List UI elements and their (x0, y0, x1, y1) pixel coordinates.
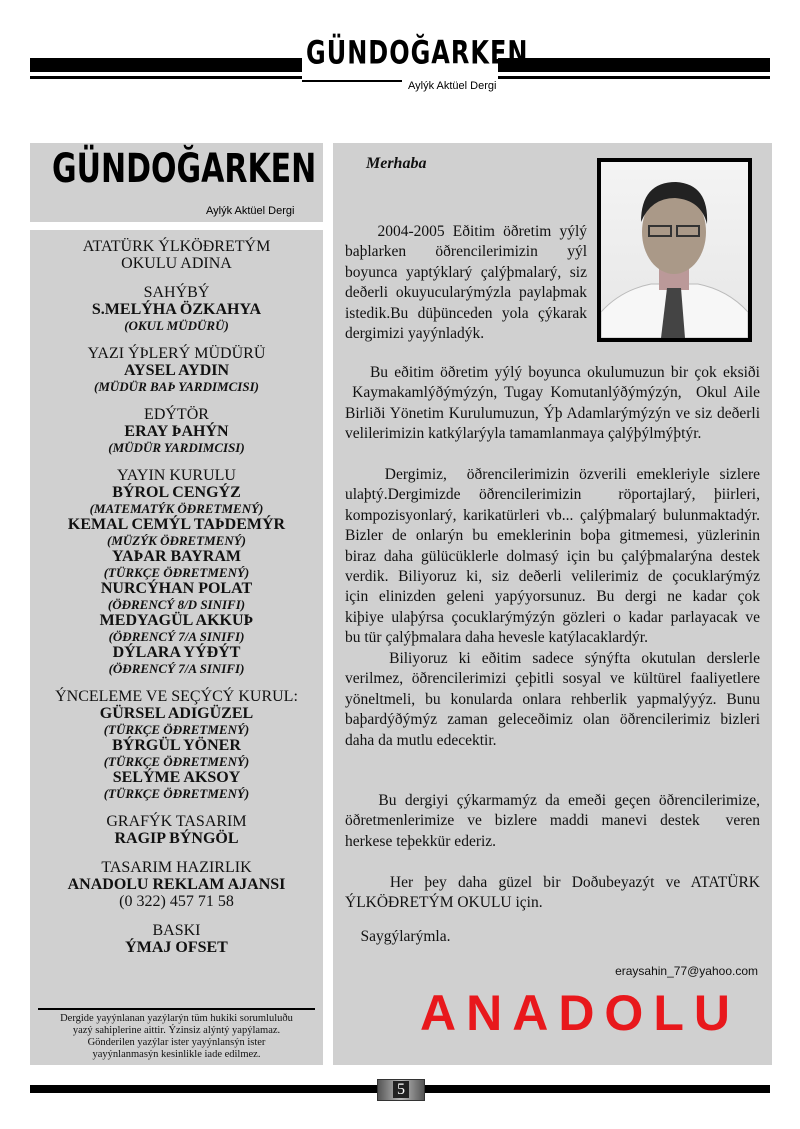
text-line: Bizler de onlarýn bu emeklerinin boþa gitmemesi, yüzlerinin (345, 527, 760, 545)
credit-role: (0 322) 457 71 58 (119, 893, 234, 910)
header-bar-right (498, 58, 770, 72)
text-line: bu tür çalýþmalara daha hevesle katýlacaklardýr. (345, 629, 648, 647)
page-number-badge (377, 1079, 425, 1101)
credit-name: S.MELÝHA ÖZKAHYA (91, 301, 262, 318)
credit-title: (TÜRKÇE ÖÐRETMENÝ) (103, 754, 250, 769)
credit-name: YAÞAR BAYRAM (111, 548, 242, 565)
footer-bar-right (422, 1085, 770, 1093)
disclaimer-line: yazý sahiplerine aittir. Ýzinsiz alýntý yapýlamaz. (72, 1025, 281, 1036)
text-line: yöneltmeli, bu konularda onlara rehberlik yapmalýyýz. Bunu (345, 690, 760, 708)
credit-title: (ÖÐRENCÝ 8/D SINIFI) (107, 597, 246, 612)
text-line: Her þey daha güzel bir Doðubeyazýt ve ATATÜRK (345, 874, 760, 891)
disclaimer-line: yayýnlanmasýn kesinlikle iade edilmez. (92, 1049, 261, 1060)
credit-title: (ÖÐRENCÝ 7/A SINIFI) (108, 629, 245, 644)
text-line: kompozisyonlarý, karikatürleri vb... çalýþmalarý bulunmaktadýr. (345, 506, 760, 524)
letter-paragraph (345, 465, 760, 649)
text-line: Biliyoruz ki eðitim sadece sýnýfta okutulan derslerle (345, 650, 760, 667)
header-logo: GÜNDOĞARKEN (306, 34, 529, 72)
left-logo-panel (30, 143, 323, 222)
credit-group (30, 859, 323, 910)
credit-name: SELÝME AKSOY (112, 769, 241, 786)
letter-paragraph (345, 363, 760, 445)
credits-panel (30, 230, 323, 1065)
credit-group (30, 467, 323, 676)
footer-bar-left (30, 1085, 378, 1093)
credit-role: GRAFÝK TASARIM (106, 813, 247, 830)
credit-role: YAYIN KURULU (117, 467, 236, 484)
header-rule-left (30, 76, 302, 79)
watermark: ANADOLU (420, 985, 740, 1041)
text-line: için elinizden geleni yapýyorsunuz. Bu dergi ne kadar çok (345, 588, 760, 606)
text-line: deðerli okuyucularýmýzla paylaþmak (345, 284, 587, 302)
credit-group (30, 688, 323, 801)
header-rule-right (498, 76, 770, 79)
text-line: istedik.Bu düþünceden yola çýkarak (345, 304, 587, 322)
credit-role: ÝNCELEME VE SEÇÝCÝ KURUL: (55, 688, 298, 705)
letter-paragraph (345, 791, 760, 852)
credit-role: SAHÝBÝ (143, 284, 210, 301)
credit-name: GÜRSEL ADIGÜZEL (99, 705, 254, 722)
credit-name: KEMAL CEMÝL TAÞDEMÝR (67, 516, 286, 533)
credit-title: (TÜRKÇE ÖÐRETMENÝ) (103, 722, 250, 737)
credit-name: ERAY ÞAHÝN (124, 423, 229, 440)
letter-paragraph (345, 927, 760, 947)
header-underline (302, 80, 402, 82)
text-line: verdik. Biliyoruz ki, siz deðerli velilerimiz de çocuklarýmýz (345, 567, 760, 585)
credit-name: BÝRGÜL YÖNER (112, 737, 241, 754)
text-line: öðretmenlerimize ve bizlere maddi manevi destek veren (345, 812, 760, 830)
text-line: baþardýðýmýz zaman geleceðimiz olan öðrencilerimiz bizleri (345, 711, 760, 729)
page-number: 5 (393, 1081, 409, 1098)
left-logo-subtitle: Aylýk Aktüel Dergi (206, 205, 295, 217)
text-line: Kaymakamlýðýmýzýn, Tugay Komutanlýðýmýzýn, Okul Aile (345, 384, 760, 402)
text-line: Bu dergiyi çýkarmamýz da emeði geçen öðrencilerimize, (345, 792, 760, 809)
person-portrait-icon (601, 162, 748, 338)
text-line: boyunca yaptýklarý çalýþmalarý, siz (345, 263, 587, 281)
credit-name: AYSEL AYDIN (123, 362, 230, 379)
credit-title: (MÜDÜR YARDIMCISI) (108, 440, 245, 455)
text-line: verilmez, öðrencilerimizi çeþitli sosyal ve kültürel faaliyetlere (345, 670, 760, 688)
author-email: eraysahin_77@yahoo.com (615, 964, 758, 978)
disclaimer-line: Gönderilen yazýlar ister yayýnlansýn ister (87, 1037, 266, 1048)
letter-paragraph (345, 222, 587, 344)
credit-title: (MÜZÝK ÖÐRETMENÝ) (106, 533, 247, 548)
letter-panel (333, 143, 772, 1065)
text-line: ÝLKÖÐRETÝM OKULU için. (345, 894, 543, 912)
disclaimer-line: Dergide yayýnlanan yazýlarýn tüm hukiki sorumluluðu (60, 1013, 293, 1024)
credit-title: (TÜRKÇE ÖÐRETMENÝ) (103, 565, 250, 580)
text-line: Birliði Yönetim Kurulumuzun, Ýþ Adamlarýmýzýn ve siz deðerli (345, 404, 760, 422)
text-line: ulaþtý.Dergimizde öðrencilerimizin röportajlarý, þiirleri, (345, 486, 760, 504)
text-line: baþlarken öðrencilerimizin yýl (345, 243, 587, 261)
credit-name: ÝMAJ OFSET (125, 939, 228, 956)
text-line: Bu eðitim öðretim yýlý boyunca okulumuzun bir çok eksiði (345, 364, 760, 381)
header-bar-left (30, 58, 302, 72)
credit-group (30, 813, 323, 847)
letter-paragraph (345, 873, 760, 914)
credit-name: BÝROL CENGÝZ (112, 484, 241, 501)
text-line: Saygýlarýmla. (345, 928, 451, 945)
header-subtitle: Aylýk Aktüel Dergi (408, 80, 497, 92)
credit-role: ATATÜRK ÝLKÖÐRETÝM (82, 238, 271, 255)
credit-name: ANADOLU REKLAM AJANSI (67, 876, 286, 893)
credit-title: (MÜDÜR BAÞ YARDIMCISI) (94, 379, 259, 394)
credit-name: NURCÝHAN POLAT (100, 580, 253, 597)
credit-role: BASKI (152, 922, 201, 939)
credit-group (30, 238, 323, 272)
credit-name: DÝLARA YÝÐÝT (112, 644, 241, 661)
credit-group (30, 284, 323, 333)
credit-group (30, 406, 323, 455)
text-line: Dergimiz, öðrencilerimizin özverili emekleriyle sizlere (345, 466, 760, 483)
credit-role: OKULU ADINA (121, 255, 232, 272)
credit-role: YAZI ÝÞLERÝ MÜDÜRÜ (87, 345, 266, 362)
credit-role: TASARIM HAZIRLIK (101, 859, 252, 876)
credit-role: EDÝTÖR (144, 406, 209, 423)
letter-greeting: Merhaba (366, 155, 427, 172)
credit-title: (TÜRKÇE ÖÐRETMENÝ) (103, 786, 250, 801)
disclaimer (38, 1008, 315, 1061)
text-line: daha da mutlu edecektir. (345, 731, 497, 749)
text-line: dergimizi yayýnladýk. (345, 324, 485, 342)
credit-group (30, 345, 323, 394)
text-line: velilerimizin katkýlarýyla tamamlanmaya çalýþýlmýþtýr. (345, 425, 702, 443)
credit-title: (OKUL MÜDÜRÜ) (124, 318, 229, 333)
letter-paragraph (345, 649, 760, 751)
text-line: kiþiye ulaþýrsa çocuklarýmýzýn gözleri o kadar parlayacak ve (345, 608, 760, 626)
credit-title: (ÖÐRENCÝ 7/A SINIFI) (108, 661, 245, 676)
author-photo (597, 158, 752, 342)
text-line: herkese teþekkür ederiz. (345, 832, 497, 850)
left-logo: GÜNDOĞARKEN (52, 145, 317, 193)
credit-title: (MATEMATÝK ÖÐRETMENÝ) (89, 501, 264, 516)
credit-name: RAGIP BÝNGÖL (114, 830, 239, 847)
credit-group (30, 922, 323, 956)
credit-name: MEDYAGÜL AKKUÞ (99, 612, 254, 629)
text-line: 2004-2005 Eðitim öðretim yýlý (345, 223, 587, 240)
text-line: biraz daha gülücüklerle dolmasý için bu çalýþmalarýna destek (345, 547, 760, 565)
